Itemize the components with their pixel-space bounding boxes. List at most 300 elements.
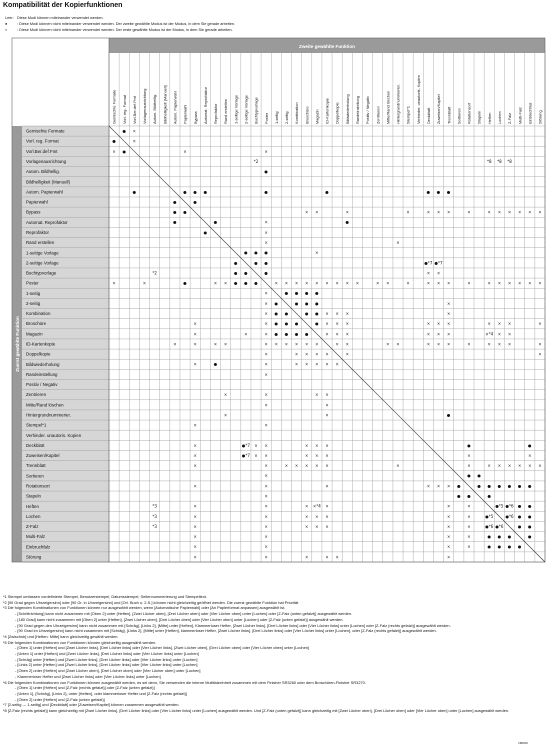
column-header-label: Stapeln bbox=[476, 110, 482, 124]
matrix-cell-mark: ● bbox=[315, 321, 319, 327]
footnote-line: - Klammerloser Hefter und [Zwei Löcher links] oder [Vier Löcher links] unter [Lochen] bbox=[15, 673, 161, 679]
matrix-cell-mark: × bbox=[193, 452, 197, 458]
matrix-cell-mark: × bbox=[305, 452, 309, 458]
matrix-cell-mark: × bbox=[335, 280, 339, 286]
matrix-cell-mark: × bbox=[264, 331, 268, 337]
matrix-cell-mark: × bbox=[345, 321, 349, 327]
matrix-cell-mark: × bbox=[305, 280, 309, 286]
matrix-cell-mark: × bbox=[467, 452, 471, 458]
matrix-cell-mark: *3 bbox=[152, 523, 157, 529]
matrix-cell-mark: ● bbox=[507, 544, 512, 550]
matrix-cell-mark: × bbox=[264, 513, 268, 519]
matrix-cell-mark: × bbox=[446, 331, 451, 337]
matrix-cell-mark: ● bbox=[284, 310, 289, 316]
matrix-cell-mark: ● bbox=[467, 473, 471, 479]
column-header-label: Bypass bbox=[192, 111, 198, 124]
row-header-label: Zuweisen/Kapitel bbox=[26, 453, 60, 459]
matrix-cell-mark: × bbox=[264, 290, 268, 296]
matrix-cell-mark: × bbox=[487, 463, 491, 469]
matrix-cell-mark: × bbox=[446, 503, 451, 509]
matrix-cell-mark: × bbox=[386, 280, 390, 286]
footnote-line: - [Schräg] unter [Heften] und [Zwei Löcher links], [Drei Löcher links] oder [Vier Löcher links] unter [Lochen] bbox=[15, 656, 198, 662]
row-header-label: Autom. Papierwahl bbox=[26, 189, 63, 195]
matrix-cell-mark: ● bbox=[244, 270, 248, 276]
matrix-cell-mark: × bbox=[517, 463, 522, 469]
matrix-cell-mark: × bbox=[325, 351, 329, 357]
matrix-cell-mark: × bbox=[315, 351, 319, 357]
column-header-label: Gemischte Formate bbox=[111, 89, 117, 124]
column-header-label: Rand erstellen bbox=[223, 98, 229, 124]
row-header-label: 2-seitige Vorlage bbox=[26, 260, 59, 266]
matrix-cell-mark: ● bbox=[112, 138, 116, 144]
matrix-cell-mark: × bbox=[528, 452, 532, 458]
footnote-line: *1 Stempel umfassen vordefinierte Stempel, Benutzerstempel, Datumsstempel, Seitennummerierung und Stempeltext. bbox=[3, 594, 207, 599]
matrix-cell-mark: ×*4 bbox=[485, 331, 494, 337]
row-header-label: Reprofaktor bbox=[26, 229, 49, 235]
matrix-cell-mark: × bbox=[264, 148, 268, 154]
matrix-cell-mark: × bbox=[264, 219, 268, 225]
matrix-cell-mark: × bbox=[446, 523, 451, 529]
legend-circle: ● : Diese Modi können nicht miteinander verwendet werden. Der zweite gewählte Modus ist der Modus, in dem Sie gerade arbeiten. bbox=[5, 22, 236, 26]
column-header-label: Poster bbox=[263, 112, 269, 124]
matrix-cell-mark: × bbox=[335, 321, 339, 327]
row-header-label: Hintergrundnummerier. bbox=[26, 412, 71, 418]
matrix-cell-mark: × bbox=[193, 483, 197, 489]
matrix-cell-mark: ● bbox=[487, 534, 491, 540]
matrix-cell-mark: ●*6 bbox=[505, 503, 514, 509]
matrix-cell-mark: × bbox=[507, 209, 512, 215]
matrix-cell-mark: × bbox=[436, 483, 441, 489]
matrix-cell-mark: × bbox=[436, 209, 441, 215]
matrix-cell-mark: × bbox=[305, 209, 309, 215]
column-header-label: Z-Falz bbox=[507, 112, 513, 124]
matrix-cell-mark: × bbox=[517, 209, 522, 215]
column-header-label: Sortieren bbox=[456, 108, 462, 124]
column-header-label: Magazin bbox=[314, 109, 320, 124]
matrix-cell-mark: × bbox=[183, 148, 187, 154]
matrix-cell-mark: × bbox=[264, 483, 268, 489]
matrix-cell-mark: × bbox=[264, 503, 268, 509]
footnote-line: *6 Die folgenden Kombinationen von Funktionen können ausgewählt werden, es sei denn, Sie verwenden die interne Multifalzeinheit zusammen mit dem Finisher SR3260 oder dem Broschüren-Finisher SR3270. bbox=[3, 679, 366, 685]
matrix-cell-mark: ● bbox=[528, 513, 532, 519]
legend-blank: Leer: Diese Modi können miteinander verwendet werden. bbox=[5, 16, 104, 20]
matrix-cell-mark: × bbox=[497, 331, 502, 337]
matrix-cell-mark: × bbox=[538, 280, 542, 286]
matrix-cell-mark: × bbox=[386, 341, 390, 347]
matrix-cell-mark: × bbox=[467, 503, 471, 509]
document-code: CBR006 bbox=[518, 742, 528, 745]
matrix-cell-mark: × bbox=[325, 402, 329, 408]
matrix-cell-mark: × bbox=[305, 351, 309, 357]
matrix-cell-mark: × bbox=[426, 270, 431, 276]
matrix-cell-mark: × bbox=[446, 209, 451, 215]
row-header-label: 1-seitig bbox=[26, 290, 41, 296]
matrix-cell-mark: ●*6 bbox=[485, 523, 494, 529]
matrix-cell-mark: × bbox=[315, 463, 319, 469]
matrix-cell-mark: ● bbox=[274, 331, 279, 337]
matrix-cell-mark: × bbox=[325, 331, 329, 337]
matrix-cell-mark: × bbox=[264, 554, 268, 560]
matrix-cell-mark: ● bbox=[487, 493, 491, 499]
matrix-cell-mark: × bbox=[446, 321, 451, 327]
matrix-cell-mark: ● bbox=[264, 260, 268, 266]
matrix-cell-mark: *2 bbox=[253, 158, 259, 164]
row-header-label: Trennblatt bbox=[26, 463, 46, 469]
matrix-cell-mark: × bbox=[264, 422, 268, 428]
column-header-label: Rotationsort bbox=[466, 103, 472, 124]
matrix-cell-mark: × bbox=[325, 442, 329, 448]
column-header-label: Automat. Reprofaktor bbox=[202, 87, 208, 124]
matrix-cell-mark: × bbox=[446, 341, 451, 347]
matrix-cell-mark: × bbox=[487, 209, 491, 215]
matrix-cell-mark: × bbox=[325, 523, 329, 529]
row-header-label: Stapeln bbox=[26, 493, 41, 499]
row-group-title: Zuerst gewählte Funktion bbox=[15, 316, 20, 372]
row-header-label: Automat. Reprofaktor bbox=[26, 219, 68, 225]
matrix-cell-mark: ● bbox=[274, 321, 279, 327]
matrix-cell-mark: × bbox=[538, 209, 542, 215]
row-header-label: Multi-Falz bbox=[26, 534, 46, 540]
footnote-line: - [90 Grad gegen den Uhrzeigersinn] kann nicht zusammen mit [Schräg], [Links 2], [Mitte] unter [Heften], Klammerloser Hefter, [Zwei Löcher links], [Drei Löcher links] oder [Vier Löcher links] unter [Lochen] oder [Z-Falz (rechts gefalzt)] ausgewählt werden. bbox=[15, 622, 451, 628]
matrix-cell-mark: ● bbox=[132, 189, 137, 195]
column-header-label: Bildhelligkeit (Manuell) bbox=[162, 85, 168, 124]
column-header-label: Trennblatt bbox=[446, 106, 452, 124]
column-header-label: Hintergrundnummerier. bbox=[395, 84, 401, 124]
column-header-label: Störung bbox=[537, 110, 543, 124]
matrix-cell-mark: × bbox=[426, 280, 431, 286]
matrix-cell-mark: × bbox=[264, 402, 268, 408]
matrix-cell-mark: × bbox=[538, 351, 542, 357]
matrix-cell-mark: × bbox=[254, 452, 258, 458]
matrix-cell-mark: ● bbox=[183, 209, 187, 215]
row-header-label: Vorlagenausrichtung bbox=[26, 158, 67, 164]
matrix-cell-mark: × bbox=[305, 503, 309, 509]
matrix-cell-mark: × bbox=[335, 554, 339, 560]
matrix-cell-mark: ● bbox=[213, 361, 218, 367]
matrix-cell-mark: ● bbox=[304, 300, 309, 306]
matrix-cell-mark: × bbox=[264, 321, 268, 327]
matrix-cell-mark: ●*6 bbox=[495, 523, 504, 529]
column-header-label: Zentrieren bbox=[375, 106, 381, 124]
matrix-cell-mark: × bbox=[487, 321, 491, 327]
column-header-label: Doppelkopie bbox=[334, 102, 340, 124]
matrix-cell-mark: ● bbox=[254, 250, 258, 256]
matrix-cell-mark: × bbox=[467, 463, 471, 469]
matrix-cell-mark: ● bbox=[436, 189, 441, 195]
matrix-cell-mark: × bbox=[345, 351, 349, 357]
matrix-cell-mark: *8 bbox=[486, 158, 492, 164]
matrix-cell-mark: ● bbox=[294, 300, 299, 306]
matrix-cell-mark: × bbox=[436, 280, 441, 286]
matrix-cell-mark: ● bbox=[254, 280, 258, 286]
matrix-cell-mark: × bbox=[325, 280, 329, 286]
matrix-cell-mark: × bbox=[264, 452, 268, 458]
column-header-label: Lochen bbox=[496, 111, 502, 124]
footnote-line: *2 [90 Grad gegen Uhrzeigersinn] oder [90 Gr. in Uhrzeigersinn] und [Orl. Buch u. 2-S.] können nicht gleichzeitig geöffnet werden. Die zuerst gewählte Funktion hat Priorität. bbox=[3, 599, 300, 605]
footnote-line: *7 [2-seitig → 1-seitig] und [Deckblatt] oder [Zuweisen/Kapitel] können zusammen ausgewählt werden. bbox=[3, 702, 180, 708]
matrix-cell-mark: × bbox=[446, 300, 451, 306]
matrix-cell-mark: × bbox=[305, 523, 309, 529]
footnote-line: - [Unten 1], [Schräg], [Links 2], unter [Heften], oder klammerloser Hefter und [Z-Falz (rechts gefalzt)] bbox=[15, 690, 187, 696]
matrix-cell-mark: ● bbox=[477, 473, 481, 479]
matrix-cell-mark: ×*4 bbox=[312, 503, 321, 509]
matrix-cell-mark: × bbox=[436, 270, 441, 276]
matrix-cell-mark: × bbox=[467, 341, 471, 347]
matrix-cell-mark: × bbox=[325, 321, 329, 327]
matrix-cell-mark: × bbox=[446, 483, 451, 489]
matrix-cell-mark: ● bbox=[193, 189, 197, 195]
column-header-label: 1-seitige Vorlage bbox=[233, 95, 239, 124]
matrix-cell-mark: × bbox=[223, 341, 228, 347]
matrix-cell-mark: × bbox=[264, 341, 268, 347]
matrix-cell-mark: × bbox=[426, 331, 431, 337]
matrix-cell-mark: × bbox=[538, 341, 542, 347]
matrix-cell-mark: ● bbox=[233, 280, 238, 286]
row-header-label: Verhinder. unautoris. Kopien bbox=[26, 432, 82, 438]
matrix-cell-mark: × bbox=[223, 392, 228, 398]
matrix-cell-mark: ● bbox=[274, 310, 279, 316]
matrix-cell-mark: × bbox=[507, 463, 512, 469]
matrix-cell-mark: × bbox=[193, 534, 197, 540]
row-header-label: Rotationsort bbox=[26, 483, 50, 489]
matrix-cell-mark: × bbox=[264, 351, 268, 357]
matrix-cell-mark: ● bbox=[294, 331, 299, 337]
matrix-cell-mark: ●*7 bbox=[424, 260, 433, 266]
matrix-cell-mark: ● bbox=[528, 503, 532, 509]
row-header-label: Positiv / Negativ bbox=[26, 382, 58, 388]
footnote-line: - [Oben 2] unter [Heften] und [Z-Falz (unten gefalzt)] bbox=[15, 696, 105, 702]
matrix-cell-mark: ● bbox=[497, 544, 502, 550]
matrix-cell-mark: × bbox=[305, 341, 309, 347]
row-header-label: Rand erstellen bbox=[26, 240, 55, 246]
matrix-cell-mark: ● bbox=[477, 483, 481, 489]
matrix-cell-mark: × bbox=[396, 341, 400, 347]
matrix-cell-mark: ● bbox=[264, 169, 268, 175]
matrix-cell-mark: × bbox=[264, 473, 268, 479]
matrix-cell-mark: × bbox=[335, 331, 339, 337]
matrix-cell-mark: × bbox=[345, 310, 349, 316]
matrix-cell-mark: × bbox=[497, 463, 502, 469]
matrix-cell-mark: ● bbox=[467, 442, 471, 448]
footnote-line: - [Links 2] unter [Heften] und [Zwei Löcher links], [Drei Löcher links] oder [Vier Löcher links] unter [Lochen] bbox=[15, 662, 198, 668]
matrix-cell-mark: × bbox=[193, 422, 197, 428]
matrix-cell-mark: × bbox=[487, 341, 491, 347]
column-header-label: Kombination bbox=[294, 102, 300, 124]
footnote-line: - [Schrittrichtung] kann nicht zusammen mit [Oben 2] unter [Heften], [Zwei Löcher oben], [Drei Löcher oben] oder [Vier Löcher oben] unter [Lochen] oder [Z-Falz (unten gefalzt)] ausgewählt werden. bbox=[15, 611, 353, 617]
row-header-label: ID-Kartenkopie bbox=[26, 341, 56, 347]
matrix-cell-mark: × bbox=[315, 523, 319, 529]
row-header-label: 1-seitige Vorlage bbox=[26, 250, 59, 256]
row-header-label: Poster bbox=[26, 280, 39, 286]
matrix-cell-mark: ● bbox=[467, 493, 471, 499]
matrix-cell-mark: × bbox=[467, 513, 471, 519]
column-header-label: Buchtypvorlage bbox=[253, 97, 259, 124]
matrix-cell-mark: × bbox=[325, 310, 329, 316]
matrix-cell-mark: × bbox=[406, 209, 410, 215]
matrix-cell-mark: × bbox=[426, 321, 431, 327]
matrix-cell-mark: × bbox=[497, 209, 502, 215]
matrix-cell-mark: ● bbox=[457, 483, 461, 489]
matrix-cell-mark: × bbox=[325, 513, 329, 519]
matrix-cell-mark: ●*7 bbox=[241, 442, 250, 448]
row-header-label: Bypass bbox=[26, 209, 41, 215]
matrix-cell-mark: × bbox=[335, 310, 339, 316]
matrix-cell-mark: × bbox=[264, 534, 268, 540]
matrix-cell-mark: ● bbox=[244, 280, 248, 286]
matrix-cell-mark: × bbox=[264, 392, 268, 398]
matrix-cell-mark: × bbox=[294, 351, 299, 357]
matrix-cell-mark: ●*7 bbox=[241, 452, 250, 458]
matrix-cell-mark: × bbox=[345, 331, 349, 337]
matrix-cell-mark: *8 bbox=[497, 158, 502, 164]
column-header-label: Einbruchfalz bbox=[527, 102, 533, 124]
matrix-cell-mark: × bbox=[274, 280, 278, 286]
matrix-cell-mark: × bbox=[315, 513, 319, 519]
matrix-cell-mark: × bbox=[538, 463, 542, 469]
footnotes bbox=[3, 594, 546, 714]
matrix-cell-mark: ● bbox=[294, 290, 299, 296]
matrix-cell-mark: ● bbox=[284, 290, 289, 296]
row-header-label: Bildwiederholung bbox=[26, 361, 60, 367]
matrix-cell-mark: × bbox=[497, 280, 502, 286]
matrix-cell-mark: × bbox=[467, 523, 471, 529]
matrix-cell-mark: *3 bbox=[152, 513, 157, 519]
row-header-label: Buchtypvorlage bbox=[26, 270, 57, 276]
matrix-cell-mark: ● bbox=[203, 229, 208, 235]
matrix-cell-mark: × bbox=[325, 554, 329, 560]
matrix-cell-mark: ●*5 bbox=[485, 513, 494, 519]
matrix-cell-mark: × bbox=[345, 209, 349, 215]
row-header-label: Kombination bbox=[26, 311, 51, 317]
matrix-cell-mark: × bbox=[446, 544, 451, 550]
matrix-cell-mark: × bbox=[284, 280, 289, 286]
matrix-cell-mark: ● bbox=[426, 189, 431, 195]
matrix-cell-mark: × bbox=[345, 341, 349, 347]
matrix-cell-mark: × bbox=[264, 240, 268, 246]
column-header-label: Autom. Papierwahl bbox=[172, 91, 178, 124]
matrix-cell-mark: × bbox=[467, 280, 471, 286]
row-header-label: Mitte/Rand löschen bbox=[26, 402, 64, 408]
matrix-cell-mark: ● bbox=[507, 483, 512, 489]
matrix-cell-mark: × bbox=[335, 341, 339, 347]
column-header-label: Vorlagenausrichtung bbox=[142, 88, 148, 124]
matrix-cell-mark: ● bbox=[183, 189, 187, 195]
matrix-cell-mark: × bbox=[315, 392, 319, 398]
matrix-cell-mark: × bbox=[193, 554, 197, 560]
matrix-cell-mark: ● bbox=[193, 199, 197, 205]
matrix-cell-mark: ● bbox=[264, 189, 268, 195]
matrix-cell-mark: × bbox=[335, 361, 339, 367]
matrix-cell-mark: ●*6 bbox=[505, 513, 514, 519]
matrix-cell-mark: ● bbox=[325, 189, 329, 195]
matrix-cell-mark: ● bbox=[183, 280, 187, 286]
matrix-cell-mark: × bbox=[325, 483, 329, 489]
column-header-label: ID-Kartenkopie bbox=[324, 98, 330, 124]
matrix-cell-mark: × bbox=[467, 534, 471, 540]
row-header-label: Lochen bbox=[26, 513, 41, 519]
matrix-cell-mark: × bbox=[396, 463, 400, 469]
matrix-cell-mark: ● bbox=[497, 483, 502, 489]
matrix-cell-mark: × bbox=[132, 138, 137, 144]
matrix-cell-mark: × bbox=[132, 128, 137, 134]
matrix-cell-mark: × bbox=[396, 240, 400, 246]
matrix-cell-mark: × bbox=[315, 442, 319, 448]
matrix-cell-mark: × bbox=[193, 361, 197, 367]
matrix-cell-mark: × bbox=[325, 361, 329, 367]
matrix-cell-mark: × bbox=[213, 341, 218, 347]
matrix-cell-mark: × bbox=[315, 452, 319, 458]
matrix-cell-mark: × bbox=[244, 331, 248, 337]
matrix-cell-mark: × bbox=[264, 229, 268, 235]
matrix-cell-mark: × bbox=[315, 209, 319, 215]
row-header-label: Sortieren bbox=[26, 473, 44, 479]
matrix-cell-mark: × bbox=[193, 321, 197, 327]
matrix-cell-mark: × bbox=[426, 341, 431, 347]
column-header-label: Verhinder. unautoris. Kopien bbox=[415, 75, 421, 124]
matrix-cell-mark: × bbox=[193, 544, 197, 550]
matrix-cell-mark: × bbox=[325, 452, 329, 458]
footnote-line: - [Oben 1] unter [Heften] und [Z-Falz (rechts gefalzt)] oder [Z-Falz (unten gefalzt)] bbox=[15, 685, 155, 691]
row-header-label: Randeinstellung bbox=[26, 371, 58, 377]
matrix-cell-mark: ● bbox=[173, 199, 177, 205]
row-header-label: Autom. Bildhellig. bbox=[26, 169, 60, 175]
matrix-cell-mark: × bbox=[193, 523, 197, 529]
footnote-line: - [180 Grad] kann nicht zusammen mit [Oben 2] unter [Heften], [Zwei Löcher oben], [Drei Löcher oben] oder [Vier Löcher oben] unter [Lochen] oder [Z-Falz (unten gefalzt)] ausgewählt werden. bbox=[15, 616, 344, 622]
row-header-label: Bildhelligkeit (Manuell) bbox=[26, 179, 70, 185]
matrix-cell-mark: × bbox=[193, 513, 197, 519]
matrix-cell-mark: ● bbox=[528, 442, 532, 448]
matrix-cell-mark: × bbox=[254, 442, 258, 448]
matrix-cell-mark: × bbox=[517, 280, 522, 286]
column-header-label: Positiv / Negativ bbox=[365, 96, 371, 124]
footnote-line: - [Oben 2] unter [Heften] und [Zwei Löcher oben], [Drei Löcher oben] oder [Vier Löcher oben] unter [Lochen] bbox=[15, 668, 201, 674]
matrix-cell-mark: *8 bbox=[507, 158, 512, 164]
matrix-cell-mark: ● bbox=[244, 250, 248, 256]
footnote-line: *8 [Z-Falz (rechts gefalzt)] kann gleichzeitig mit [Zwei Löcher links], [Drei Löcher links] oder [Vier Löcher links] unter [Lochen] ausgewählt werden. Und [Z-Falz (unten gefalzt)] kann gleichzeitig mit [Zwei Löcher oben], [Drei Löcher oben] oder [Vier Löcher oben] unter [Lochen] ausgewählt werden. bbox=[3, 708, 510, 714]
column-header-label: Reprofaktor bbox=[213, 103, 219, 124]
matrix-cell-mark: ● bbox=[497, 534, 502, 540]
matrix-cell-mark: ● bbox=[517, 523, 522, 529]
matrix-cell-mark: × bbox=[426, 209, 431, 215]
column-header-label: 2-seitige Vorlage bbox=[243, 95, 249, 124]
matrix-cell-mark: × bbox=[446, 554, 451, 560]
row-header-label: 2-seitig bbox=[26, 300, 41, 306]
matrix-cell-mark: × bbox=[315, 361, 319, 367]
matrix-cell-mark: ● bbox=[284, 321, 289, 327]
column-header-label: Mitte/Rand löschen bbox=[385, 90, 391, 124]
matrix-cell-mark: ● bbox=[122, 148, 126, 154]
matrix-cell-mark: × bbox=[264, 493, 268, 499]
matrix-cell-mark: × bbox=[294, 280, 299, 286]
matrix-cell-mark: × bbox=[446, 310, 451, 316]
matrix-cell-mark: × bbox=[223, 280, 228, 286]
matrix-cell-mark: ● bbox=[315, 310, 319, 316]
matrix-cell-mark: ● bbox=[173, 219, 177, 225]
matrix-cell-mark: × bbox=[528, 209, 532, 215]
matrix-cell-mark: × bbox=[223, 412, 228, 418]
matrix-cell-mark: × bbox=[193, 463, 197, 469]
column-header-label: 1-seitig bbox=[273, 111, 279, 124]
matrix-cell-mark: × bbox=[264, 310, 268, 316]
matrix-cell-mark: × bbox=[538, 321, 542, 327]
row-header-label: Papierwahl bbox=[26, 199, 48, 205]
matrix-cell-mark: × bbox=[507, 331, 512, 337]
matrix-cell-mark: ● bbox=[274, 300, 279, 306]
matrix-cell-mark: × bbox=[325, 392, 329, 398]
matrix-cell-mark: × bbox=[507, 321, 512, 327]
footnote-line: - [90 Grad im Uhrzeigersinn] kann nicht zusammen mit [Schräg], [Links 2], [Mitte] unter [Heften], klammerloser Hefter, [Zwei Löcher links], [Drei Löcher links] oder [Vier Löcher links] unter [Lochen], oder [Z-Falz (rechts gefalzt)] ausgewählt werden. bbox=[15, 628, 437, 634]
matrix-cell-mark: × bbox=[294, 341, 299, 347]
